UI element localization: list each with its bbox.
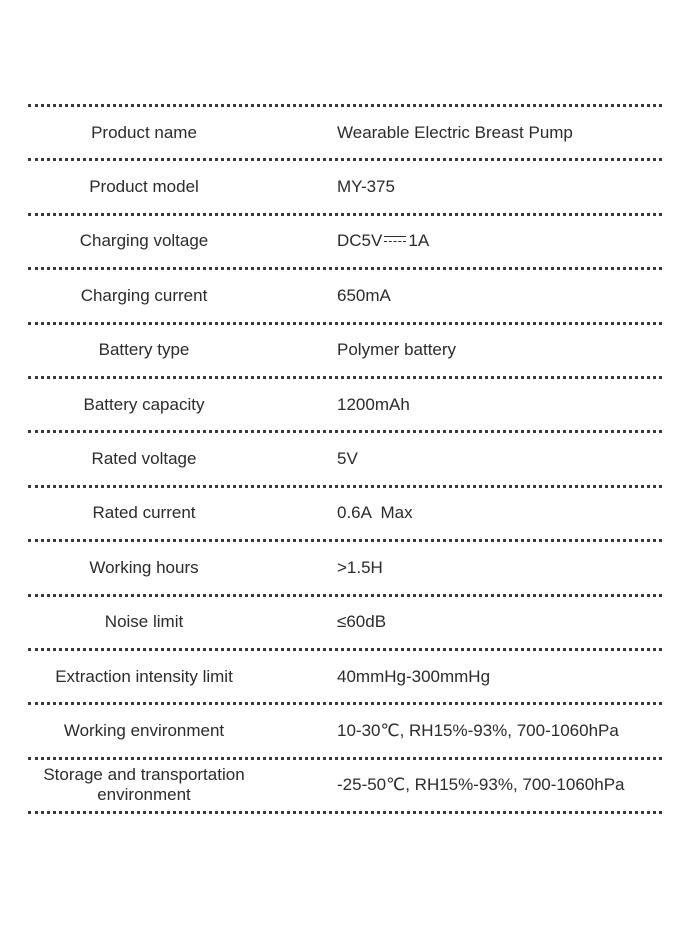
- spec-label: Noise limit: [104, 612, 184, 632]
- spec-row-rated-current: [28, 488, 662, 539]
- spec-label: Rated current: [92, 503, 196, 523]
- spec-value-prefix: DC5V: [337, 231, 383, 251]
- spec-row-battery-capacity: [28, 379, 662, 430]
- spec-row-working-hours: [28, 542, 662, 593]
- spec-value-suffix: 1A: [408, 231, 430, 251]
- spec-row-extraction-intensity: [28, 651, 662, 702]
- spec-value: ≤60dB: [337, 612, 387, 632]
- spec-value: 40mmHg-300mmHg: [337, 666, 491, 686]
- spec-row-noise-limit: [28, 597, 662, 648]
- dc-symbol-icon: [384, 235, 406, 244]
- spec-label: Extraction intensity limit: [55, 666, 233, 686]
- spec-row-working-environment: [28, 705, 662, 756]
- spec-value: MY-375: [337, 177, 395, 197]
- spec-label: Battery type: [98, 340, 190, 360]
- spec-label: Working hours: [89, 557, 199, 577]
- spec-table: [28, 104, 662, 814]
- spec-row-product-name: [28, 107, 662, 158]
- spec-row-battery-type: [28, 325, 662, 376]
- spec-row-storage-environment: [28, 760, 662, 811]
- spec-value: -25-50℃, RH15%-93%, 700-1060hPa: [337, 775, 625, 795]
- spec-value: 10-30℃, RH15%-93%, 700-1060hPa: [337, 720, 619, 740]
- spec-label: Storage and transportation environment: [43, 765, 245, 805]
- spec-label: Rated voltage: [91, 449, 197, 469]
- spec-label: Charging voltage: [79, 231, 209, 251]
- spec-value: >1.5H: [337, 557, 383, 577]
- spec-row-rated-voltage: [28, 433, 662, 484]
- spec-label: Charging current: [80, 285, 208, 305]
- spec-value: [260, 231, 662, 251]
- spec-value: Wearable Electric Breast Pump: [337, 122, 573, 142]
- spec-value: 650mA: [337, 285, 391, 305]
- spec-label: Battery capacity: [83, 394, 205, 414]
- spec-label: Product name: [91, 122, 197, 142]
- spec-label: Working environment: [63, 720, 225, 740]
- spec-label: Product model: [89, 177, 199, 197]
- spec-value: 1200mAh: [337, 394, 410, 414]
- dotted-divider: [28, 811, 662, 814]
- spec-row-charging-current: [28, 270, 662, 321]
- spec-value: 5V: [337, 449, 358, 469]
- spec-row-charging-voltage: [28, 216, 662, 267]
- spec-value: Polymer battery: [337, 340, 457, 360]
- spec-row-product-model: [28, 161, 662, 212]
- spec-value: 0.6A Max: [337, 503, 413, 523]
